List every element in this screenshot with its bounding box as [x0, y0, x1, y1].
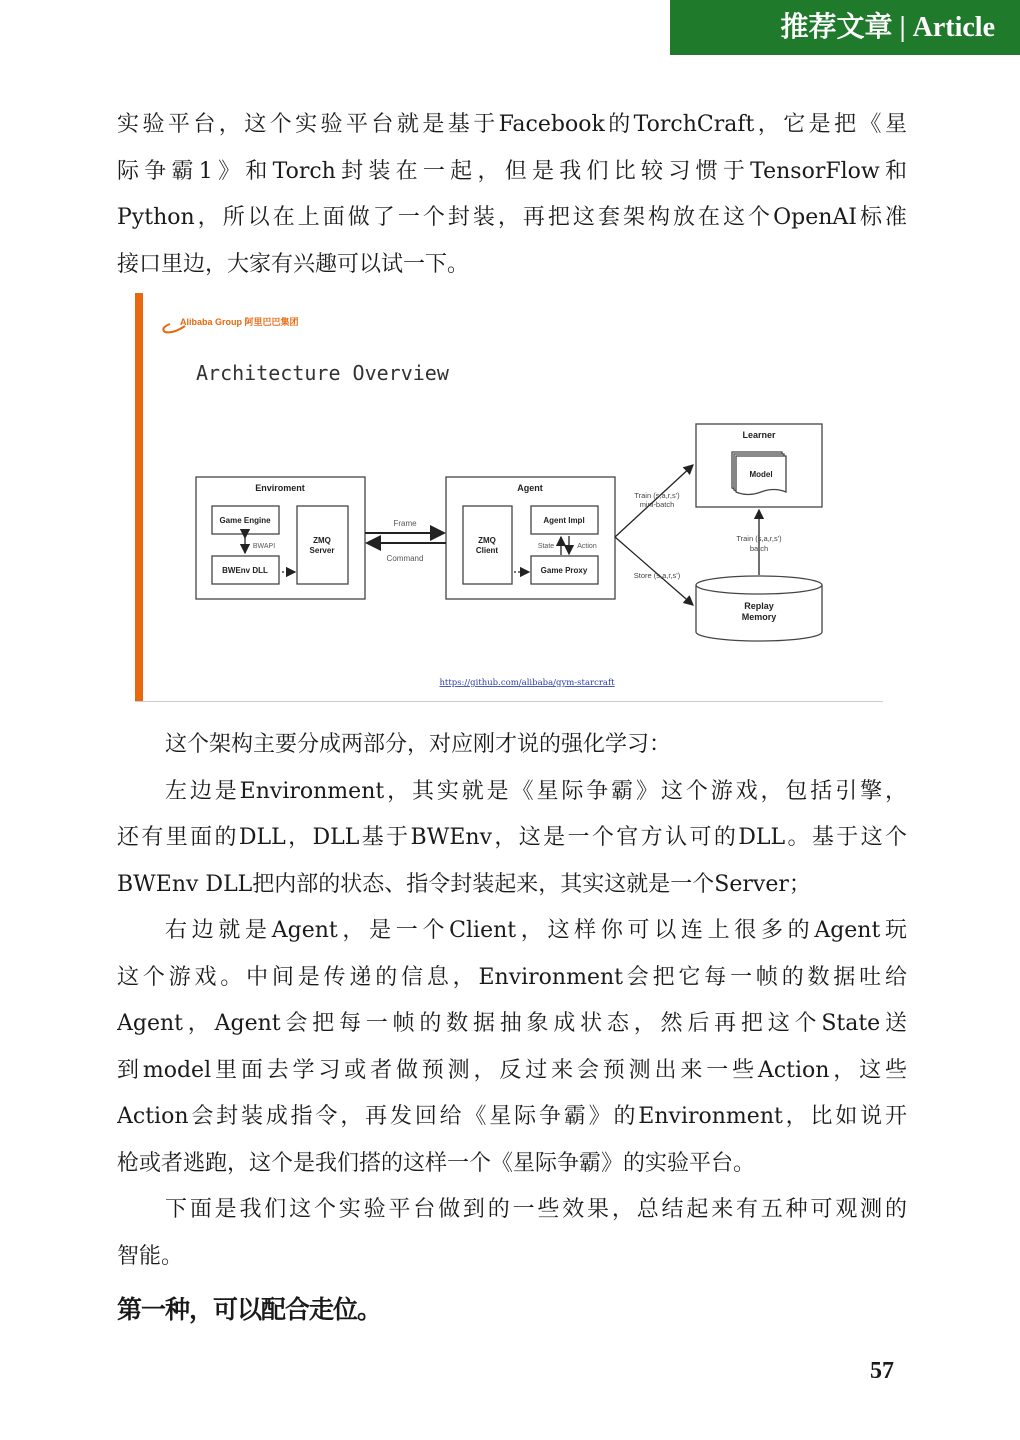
page-number: 57: [870, 1358, 894, 1384]
text-line: Python，所以在上面做了一个封装，再把这套架构放在这个OpenAI标准: [117, 205, 907, 230]
svg-text:Model: Model: [749, 470, 773, 479]
alibaba-logo-text: Alibaba Group 阿里巴巴集团: [180, 317, 299, 327]
text-line: 还有里面的DLL，DLL基于BWEnv，这是一个官方认可的DLL。基于这个: [117, 825, 907, 850]
svg-text:batch: batch: [749, 544, 769, 553]
svg-text:BWEnv DLL: BWEnv DLL: [222, 566, 268, 575]
svg-text:Enviroment: Enviroment: [255, 483, 305, 493]
svg-text:Memory: Memory: [741, 612, 777, 622]
text-line: 际争霸1》和Torch封装在一起，但是我们比较习惯于TensorFlow和: [117, 158, 907, 184]
text-line: Agent，Agent会把每一帧的数据抽象成状态，然后再把这个State送: [117, 1011, 907, 1036]
svg-text:Train (s,a,r,s'): Train (s,a,r,s'): [634, 491, 680, 500]
architecture-diagram: [135, 293, 883, 701]
svg-text:State: State: [537, 543, 555, 550]
text-line: 这个架构主要分成两部分，对应刚才说的强化学习：: [165, 732, 672, 757]
svg-text:mini-batch: mini-batch: [639, 500, 675, 509]
svg-text:Game Proxy: Game Proxy: [540, 566, 588, 575]
svg-text:Action: Action: [577, 543, 597, 550]
svg-text:Replay: Replay: [744, 601, 774, 611]
svg-text:Client: Client: [475, 546, 499, 555]
text-line: BWEnv DLL把内部的状态、指令封装起来，其实这就是一个Server；: [117, 871, 811, 897]
svg-text:Command: Command: [386, 554, 424, 563]
text-line: 枪或者逃跑，这个是我们搭的这样一个《星际争霸》的实验平台。: [117, 1150, 756, 1176]
text-line: 接口里边，大家有兴趣可以试一下。: [117, 251, 470, 277]
svg-text:Train (s,a,r,s'): Train (s,a,r,s'): [736, 534, 782, 543]
paragraph-1: [117, 102, 907, 288]
svg-text:Server: Server: [309, 546, 335, 555]
svg-text:Agent: Agent: [517, 483, 543, 493]
zmq-client-box: [463, 506, 512, 584]
text-line: 左边是Environment，其实就是《星际争霸》这个游戏，包括引擎，: [165, 778, 907, 804]
body-text: [117, 722, 907, 1280]
svg-text:BWAPI: BWAPI: [252, 543, 276, 550]
svg-text:ZMQ: ZMQ: [313, 536, 331, 545]
alibaba-logo: [163, 316, 298, 332]
svg-text:Learner: Learner: [742, 430, 776, 440]
section-heading: 第一种，可以配合走位。: [117, 1297, 382, 1324]
text-line: Action会封装成指令，再发回给《星际争霸》的Environment，比如说开: [117, 1104, 907, 1129]
svg-text:Frame: Frame: [393, 519, 417, 528]
text-line: 智能。: [117, 1243, 184, 1269]
architecture-figure: [135, 293, 883, 702]
svg-text:Store (s,a,r,s'): Store (s,a,r,s'): [633, 571, 681, 580]
svg-text:Agent Impl: Agent Impl: [543, 516, 585, 525]
text-line: 实验平台，这个实验平台就是基于Facebook的TorchCraft，它是把《星: [117, 112, 907, 137]
text-line: 这个游戏。中间是传递的信息，Environment会把它每一帧的数据吐给: [117, 964, 907, 990]
section-banner: 推荐文章 | Article: [670, 0, 1020, 55]
svg-text:Game Engine: Game Engine: [219, 516, 271, 525]
accent-bar: [135, 293, 143, 701]
zmq-server-box: [297, 506, 348, 584]
svg-text:ZMQ: ZMQ: [478, 536, 496, 545]
text-line: 下面是我们这个实验平台做到的一些效果，总结起来有五种可观测的: [165, 1197, 907, 1222]
text-line: 到model里面去学习或者做预测，反过来会预测出来一些Action，这些: [117, 1057, 907, 1083]
text-line: 右边就是Agent，是一个Client，这样你可以连上很多的Agent玩: [165, 918, 907, 943]
figure-title: Architecture Overview: [196, 361, 449, 385]
github-link: https://github.com/alibaba/gym-starcraft: [439, 678, 615, 688]
